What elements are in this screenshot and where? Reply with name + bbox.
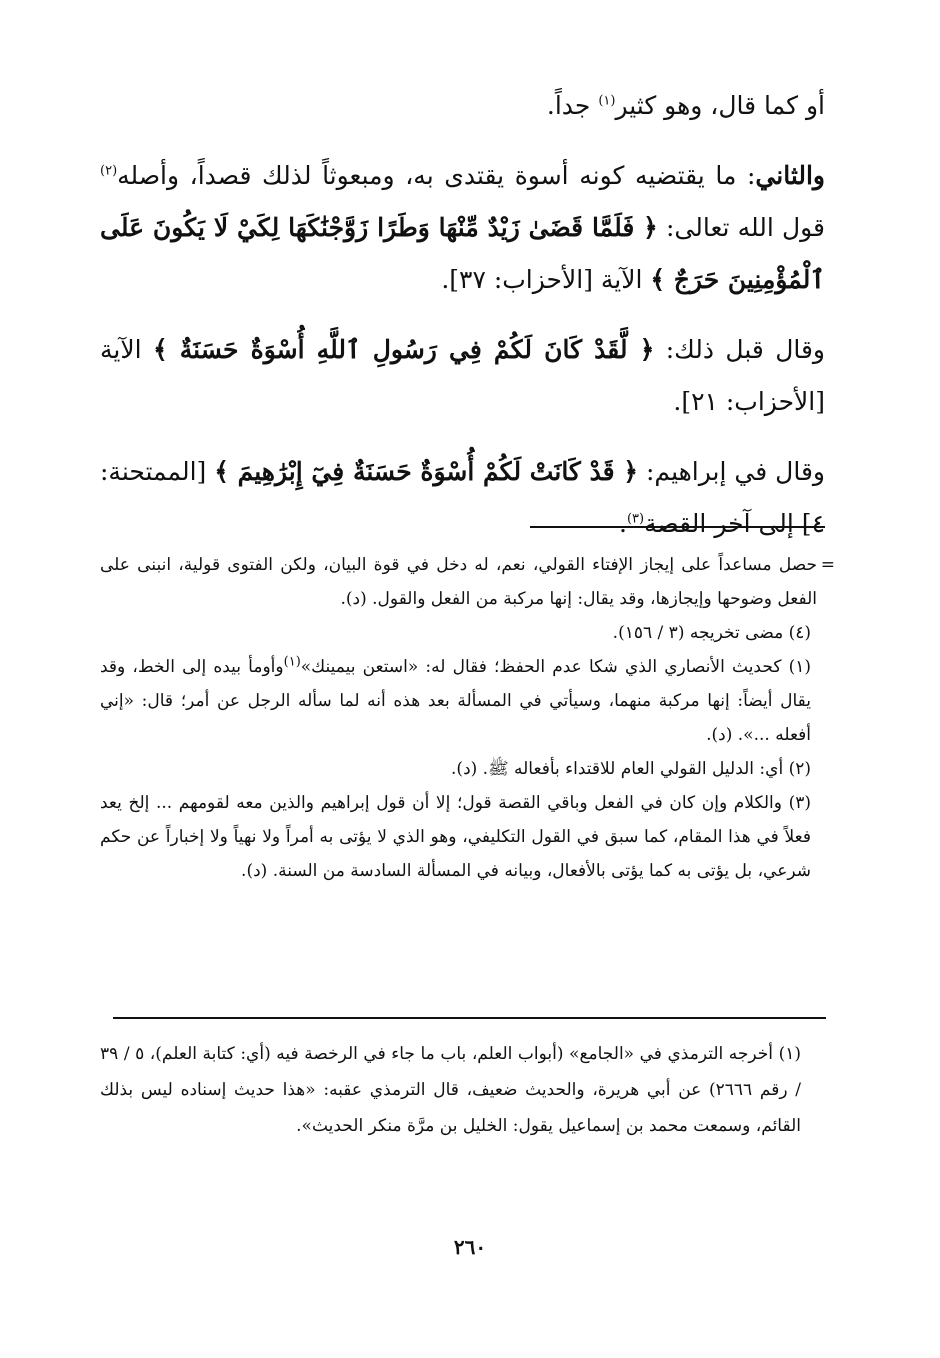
paragraph-4	[100, 446, 825, 550]
quran-verse-ahzab-37: ﴿ فَلَمَّا قَضَىٰ زَيْدٌ مِّنْهَا وَطَرًا زَوَّجْنَٰكَهَا لِكَيْ لَا يَكُونَ عَلَى ٱلْمُؤْمِنِينَ حَرَجٌ ﴾	[100, 213, 825, 294]
paragraph-2-lead: والثاني	[755, 161, 825, 190]
quran-verse-ahzab-21: ﴿ لَّقَدْ كَانَ لَكُمْ فِي رَسُولِ ٱللَّهِ أُسْوَةٌ حَسَنَةٌ ﴾	[152, 335, 655, 364]
paragraph-4-text: وقال في إبراهيم:	[638, 457, 825, 486]
paragraph-2-text: : ما يقتضيه كونه أسوة يقتدى به، ومبعوثاً لذلك قصداً، وأصله	[117, 161, 756, 190]
note-1-text-a: (١) كحديث الأنصاري الذي شكا عدم الحفظ؛ فقال له: «استعن بيمينك»	[300, 657, 811, 677]
note-continuation-text: حصل مساعداً على إيجاز الإفتاء القولي، نعم، له دخل في قوة البيان، ولكن الفتوى قولية، انبنى على الفعل وضوحها وإيجازها، وقد يقال: إنها مركبة من الفعل والقول. (د).	[100, 555, 817, 609]
paragraph-1-text: أو كما قال، وهو كثير	[615, 91, 825, 120]
notes-divider	[530, 526, 825, 528]
editor-notes	[100, 548, 835, 888]
note-1	[100, 650, 835, 752]
footnote-ref-2[interactable]: (٢)	[100, 163, 118, 179]
paragraph-1	[100, 80, 825, 132]
footnotes	[100, 1036, 825, 1144]
footnote-1: (١) أخرجه الترمذي في «الجامع» (أبواب العلم، باب ما جاء في الرخصة فيه (أي: كتابة العلم)، ٥ / ٣٩ / رقم ٢٦٦٦) عن أبي هريرة، والحديث ضعيف، قال الترمذي عقبه: «هذا حديث إسناده ليس بذلك القائم، وسمعت محمد بن إسماعيل يقول: الخليل بن مرَّة منكر الحديث».	[100, 1044, 801, 1136]
note-3: (٣) والكلام وإن كان في الفعل وباقي القصة قول؛ إلا أن قول إبراهيم والذين معه لقومهم ... إلخ يعد فعلاً في هذا المقام، كما سبق في القول التكليفي، وهو الذي لا يؤتى به أمراً ولا نهياً ولا إخباراً عن حكم شرعي، بل يؤتى به كما يؤتى بالأفعال، وبيانه في المسألة السادسة من السنة. (د).	[100, 793, 811, 881]
note-1-text-b: وأومأ بيده إلى الخط، وقد يقال أيضاً: إنها مركبة منهما، وسيأتي في المسألة بعد هذه أنه لما سأله الرجل عن أمر؛ قال: «إني أفعله ...». (د).	[100, 657, 811, 745]
note-1-footnote-ref[interactable]: (١)	[283, 654, 301, 670]
quran-verse-mumtahanah-4: ﴿ قَدْ كَانَتْ لَكُمْ أُسْوَةٌ حَسَنَةٌ فِيٓ إِبْرَٰهِيمَ ﴾	[214, 457, 639, 486]
note-continuation	[100, 548, 835, 616]
paragraph-3-text: وقال قبل ذلك:	[654, 335, 826, 364]
paragraph-4-end: .	[618, 509, 627, 538]
page-number: ٢٦٠	[453, 1235, 487, 1259]
paragraph-2	[100, 150, 825, 306]
note-4: (٤) مضى تخريجه (٣ / ١٥٦).	[612, 623, 811, 643]
footnote-ref-1[interactable]: (١)	[598, 93, 616, 109]
paragraph-1-tail: جداً.	[546, 91, 599, 120]
paragraph-3	[100, 324, 825, 428]
continuation-mark: =	[820, 555, 835, 575]
paragraph-2-tail: الآية [الأحزاب: ٣٧].	[441, 265, 651, 294]
footnote-divider	[113, 1017, 826, 1019]
paragraph-3-tail: الآية [الأحزاب: ٢١].	[100, 335, 825, 416]
note-2: (٢) أي: الدليل القولي العام للاقتداء بأفعاله ﷺ. (د).	[451, 759, 811, 779]
footnote-ref-3[interactable]: (٣)	[626, 511, 645, 527]
paragraph-4-tail: [الممتحنة: ٤] إلى آخر القصة	[100, 457, 825, 538]
main-text	[100, 80, 825, 568]
paragraph-2-text2: قول الله تعالى:	[657, 213, 825, 242]
